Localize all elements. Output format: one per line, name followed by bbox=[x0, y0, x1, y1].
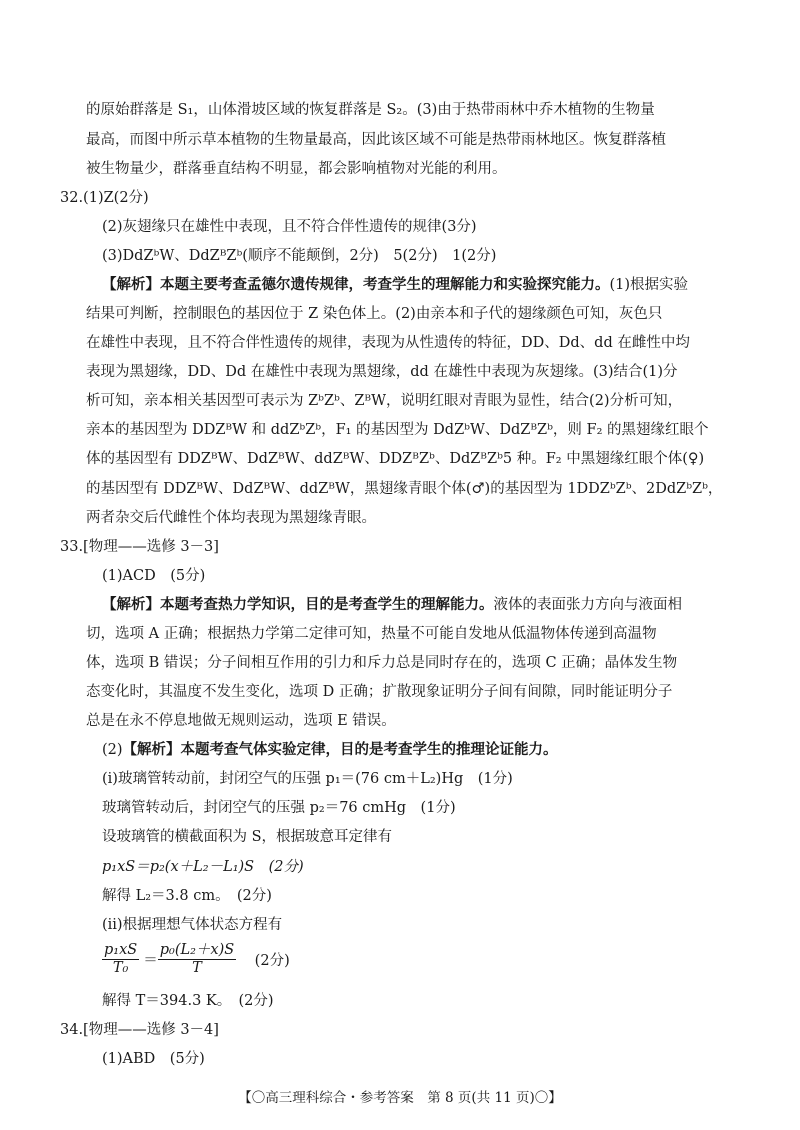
answer-line: (3)DdZᵇW、DdZᴮZᵇ(顺序不能颠倒，2分) 5(2分) 1(2分) bbox=[102, 248, 497, 264]
analysis-text: 液体的表面张力方向与液面相 bbox=[493, 597, 682, 613]
analysis-line bbox=[102, 275, 688, 295]
text-line: 解得 T＝394.3 K。 (2分) bbox=[102, 993, 274, 1009]
fraction-denominator: T₀ bbox=[112, 960, 129, 976]
text-line: 两者杂交后代雌性个体均表现为黑翅缘青眼。 bbox=[86, 510, 376, 526]
text-line: 被生物量少，群落垂直结构不明显，都会影响植物对光能的利用。 bbox=[86, 161, 507, 177]
text-line: (ⅱ)根据理想气体状态方程有 bbox=[102, 917, 283, 933]
fraction-numerator: p₁xS bbox=[104, 942, 138, 958]
text-line: 亲本的基因型为 DDZᴮW 和 ddZᵇZᵇ，F₁ 的基因型为 DdZᵇW、DdZᴮZᵇ，则 F₂ 的黑翅缘红眼个 bbox=[86, 422, 709, 438]
text-line: 体的基因型有 DDZᴮW、DdZᴮW、ddZᴮW、DDZᴮZᵇ、DdZᴮZᵇ5 种。F₂ 中黑翅缘红眼个体(♀) bbox=[86, 451, 705, 467]
equals-sign: ＝ bbox=[143, 953, 158, 969]
part-label: (2) bbox=[102, 742, 123, 758]
equation-line: p₁xS＝p₂(x＋L₂－L₁)S (2分) bbox=[102, 859, 304, 875]
text-line: 设玻璃管的横截面积为 S，根据玻意耳定律有 bbox=[102, 829, 393, 845]
page-footer: 【〇高三理科综合・参考答案 第 8 页(共 11 页)〇】 bbox=[238, 1090, 562, 1106]
text-line: 的基因型有 DDZᴮW、DdZᴮW、ddZᴮW，黑翅缘青眼个体(♂)的基因型为 1DDZᵇZᵇ、2DdZᵇZᵇ， bbox=[86, 481, 723, 497]
fraction-equation bbox=[102, 942, 290, 977]
analysis-heading: 【解析】本题主要考查孟德尔遗传规律，考查学生的理解能力和实验探究能力。 bbox=[102, 276, 610, 293]
text-line: 析可知，亲本相关基因型可表示为 ZᵇZᵇ、ZᴮW，说明红眼对青眼为显性，结合(2)分析可知， bbox=[86, 393, 683, 409]
fraction-left bbox=[102, 942, 139, 977]
analysis-text: (1)根据实验 bbox=[609, 277, 689, 293]
text-line: 最高，而图中所示草本植物的生物量最高，因此该区域不可能是热带雨林地区。恢复群落植 bbox=[86, 132, 666, 148]
answer-line: (1)ACD (5分) bbox=[102, 568, 206, 584]
text-line: 的原始群落是 S₁，山体滑坡区域的恢复群落是 S₂。(3)由于热带雨林中乔木植物的生物量 bbox=[86, 102, 655, 118]
text-line: 结果可判断，控制眼色的基因位于 Z 染色体上。(2)由亲本和子代的翅缘颜色可知，灰色只 bbox=[86, 306, 663, 322]
text-line: 总是在永不停息地做无规则运动，选项 E 错误。 bbox=[86, 713, 396, 729]
question-32-part-1: 32.(1)Z(2分) bbox=[60, 190, 149, 206]
equation-line: 玻璃管转动后，封闭空气的压强 p₂＝76 cmHg (1分) bbox=[102, 800, 456, 816]
fraction-right bbox=[158, 942, 236, 977]
analysis-heading: 【解析】本题考查气体实验定律，目的是考查学生的推理论证能力。 bbox=[122, 741, 558, 758]
analysis-line bbox=[102, 740, 558, 760]
text-line: 态变化时，其温度不发生变化，选项 D 正确；扩散现象证明分子间有间隙，同时能证明分子 bbox=[86, 684, 673, 700]
answer-line: (1)ABD (5分) bbox=[102, 1051, 205, 1067]
text-line: 切，选项 A 正确；根据热力学第二定律可知，热量不可能自发地从低温物体传递到高温物 bbox=[86, 626, 657, 642]
question-34-heading: 34.[物理——选修 3－4] bbox=[60, 1022, 219, 1038]
question-33-heading: 33.[物理——选修 3－3] bbox=[60, 539, 219, 555]
text-line: 在雄性中表现，且不符合伴性遗传的规律，表现为从性遗传的特征，DD、Dd、dd 在雌性中均 bbox=[86, 335, 690, 351]
score-note: (2分) bbox=[240, 953, 290, 969]
fraction-denominator: T bbox=[192, 960, 202, 976]
text-line: 表现为黑翅缘，DD、Dd 在雄性中表现为黑翅缘，dd 在雄性中表现为灰翅缘。(3)结合(1)分 bbox=[86, 364, 678, 380]
fraction-numerator: p₀(L₂＋x)S bbox=[159, 942, 235, 958]
text-line: 体，选项 B 错误；分子间相互作用的引力和斥力总是同时存在的，选项 C 正确；晶体发生物 bbox=[86, 655, 678, 671]
analysis-line bbox=[102, 595, 682, 615]
equation-line: 解得 L₂＝3.8 cm。 (2分) bbox=[102, 888, 272, 904]
equation-line: (ⅰ)玻璃管转动前，封闭空气的压强 p₁＝(76 cm＋L₂)Hg (1分) bbox=[102, 771, 513, 787]
answer-line: (2)灰翅缘只在雄性中表现，且不符合伴性遗传的规律(3分) bbox=[102, 219, 477, 235]
analysis-heading: 【解析】本题考查热力学知识，目的是考查学生的理解能力。 bbox=[102, 596, 494, 613]
